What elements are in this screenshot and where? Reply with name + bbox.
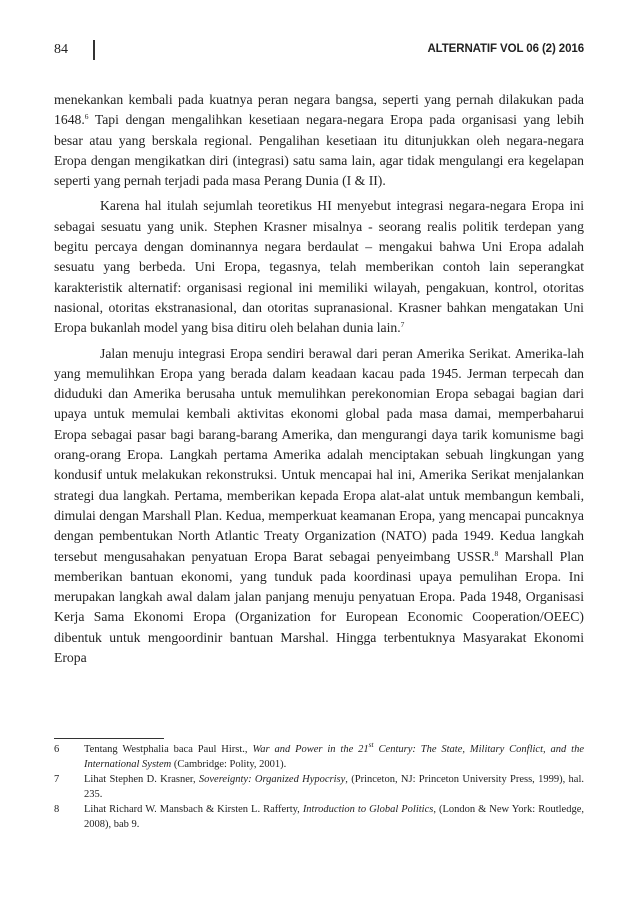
footnote-separator: [54, 738, 164, 739]
footnote-ref-8[interactable]: 8: [494, 548, 499, 558]
footnote-ref-7[interactable]: 7: [400, 320, 405, 330]
footnote-8: [54, 803, 584, 832]
footnotes: [54, 740, 584, 833]
header-divider: [93, 40, 95, 60]
paragraph-2: Karena hal itulah sejumlah teoretikus HI menyebut integrasi negara-negara Eropa ini sebagai sesuatu yang unik. Stephen Krasner misalnya - seorang realis politik terdepan yang begitu percaya dengan dominannya negara berdaulat – mengakui bahwa Uni Eropa adalah sesuatu yang berbeda. Uni Eropa, tegasnya, telah memberikan contoh lain seperangkat karakteristik alternatif: organisasi regional ini memiliki wilayah, pengakuan, kontrol, otoritas nasional, otoritas ekstranasional, dan otoritas supranasional. Krasner bahkan mengatakan Uni Eropa bukanlah model yang bisa ditiru oleh belahan dunia lain.$^7$: [54, 198, 584, 336]
footnote-number: 6: [54, 744, 60, 755]
footnote-7: [54, 773, 584, 802]
paragraph-3: Jalan menuju integrasi Eropa sendiri berawal dari peran Amerika Serikat. Amerika-lah yang memulihkan Eropa yang berada dalam keadaan kacau pada 1945. Jerman terpecah dan diduduki dan Amerika berusaha untuk memulihkan perekonomian Eropa sebagai bagian dari upaya untuk memulai kembali aktivitas ekonomi global pada masa damai, memperbaharui Eropa sebagai pasar bagi barang-barang Amerika, dan mengurangi daya tarik komunisme bagi orang-orang Eropa. Langkah pertama Amerika adalah menciptakan sebuah lingkungan yang kondusif untuk melakukan rekonstruksi. Untuk mencapai hal ini, Amerika Serikat menjalankan strategi dua langkah. Pertama, memberikan kepada Eropa alat-alat untuk membangun kembali, dimulai dengan Marshall Plan. Kedua, memperkuat keamanan Eropa, yang mencapai puncaknya dengan pembentukan North Atlantic Treaty Organization (NATO) pada 1949. Kedua langkah tersebut mengusahakan penyatuan Eropa Barat sebagai penyeimbang USSR.$^8$ Marshall Plan memberikan bantuan ekonomi, yang tunduk pada koordinasi upaya pemulihan Eropa. Ini merupakan langkah awal dalam jalan panjang menuju penyatuan Eropa. Pada 1948, Organisasi Kerja Sama Ekonomi Eropa (Organization for European Economic Cooperation/OEEC) dibentuk untuk mengoordinir bantuan Marshal. Hingga terbentuknya Masyarakat Ekonomi Eropa: [54, 345, 584, 666]
footnote-number: 7: [54, 774, 60, 785]
footnote-number: 8: [54, 804, 60, 815]
journal-title: ALTERNATIF VOL 06 (2) 2016: [427, 43, 584, 55]
page-number: 84: [54, 42, 68, 57]
footnote-ref-6[interactable]: 6: [84, 112, 89, 122]
paragraph-1: menekankan kembali pada kuatnya peran negara bangsa, seperti yang pernah dilakukan pada 1648.$^6$ Tapi dengan mengalihkan kesetiaan negara-negara Eropa pada organisasi yang lebih besar atau yang berskala regional. Pengalihan kesetiaan itu ditunjukkan oleh negara-negara Eropa dengan mengikatkan diri (integrasi) satu sama lain, agar tidak mengulangi era kegelapan seperti yang pernah terjadi pada masa Perang Dunia (I & II).: [54, 92, 584, 189]
footnote-text: Lihat Richard W. Mansbach & Kirsten L. Rafferty, Introduction to Global Politics, (London & New York: Routledge, 2008), bab 9.: [84, 804, 584, 830]
footnote-text: Lihat Stephen D. Krasner, Sovereignty: Organized Hypocrisy, (Princeton, NJ: Princeton University Press, 1999), hal. 235.: [84, 774, 584, 800]
running-header: [54, 40, 584, 62]
footnote-6: [54, 740, 584, 772]
body-text: [54, 90, 584, 668]
footnote-text: Tentang Westphalia baca Paul Hirst., War and Power in the 21st Century: The State, Military Conflict, and the International System (Cambridge: Polity, 2001).: [84, 740, 584, 770]
